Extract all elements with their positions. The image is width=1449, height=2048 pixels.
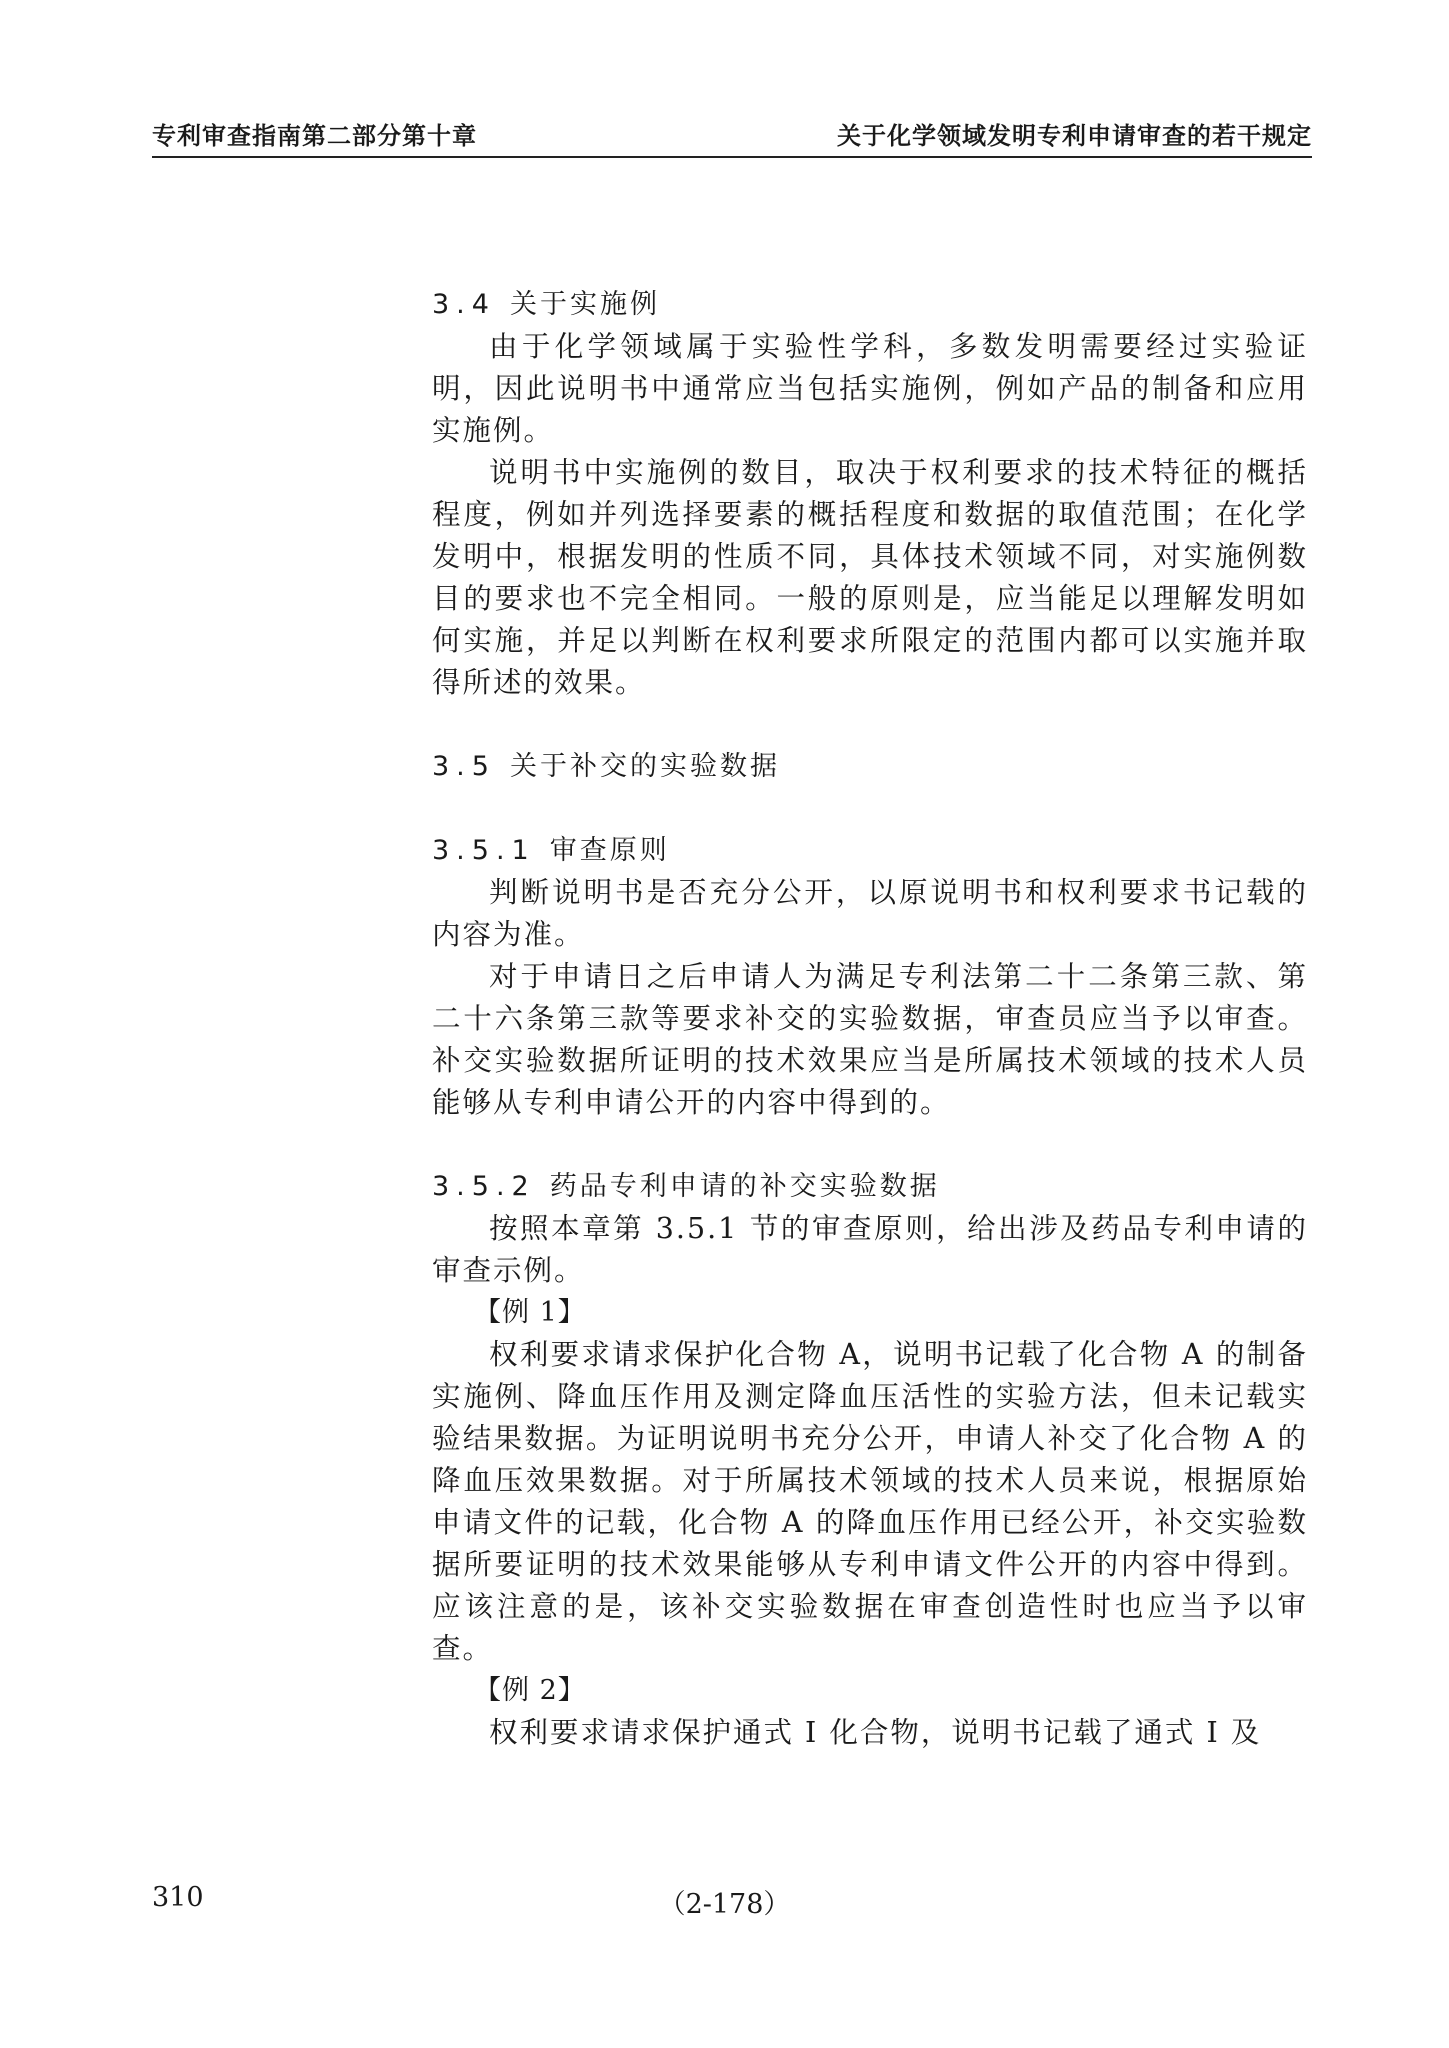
heading-3-5: [432, 746, 1308, 788]
paragraph: 由于化学领域属于实验性学科，多数发明需要经过实验证明，因此说明书中通常应当包括实施例，例如产品的制备和应用实施例。: [432, 330, 1308, 447]
paragraph: 按照本章第 3.5.1 节的审查原则，给出涉及药品专利申请的审查示例。: [432, 1212, 1308, 1287]
heading-number: 3.5.1: [432, 835, 536, 866]
example-label: 【例 1】: [474, 1297, 586, 1328]
header-chapter-title: 专利审查指南第二部分第十章: [152, 122, 477, 150]
heading-3-5-1: [432, 830, 1308, 872]
heading-title: 关于实施例: [509, 289, 660, 320]
heading-3-4: [432, 284, 1308, 326]
page-number: 310: [152, 1882, 204, 1913]
heading-3-5-2: [432, 1166, 1308, 1208]
example-label: 【例 2】: [474, 1675, 586, 1706]
paragraph: 判断说明书是否充分公开，以原说明书和权利要求书记载的内容为准。: [432, 876, 1308, 951]
heading-number: 3.5.2: [432, 1171, 536, 1202]
paragraph: 权利要求请求保护通式 I 化合物，说明书记载了通式 I 及: [489, 1716, 1262, 1749]
heading-number: 3.4: [432, 289, 496, 320]
page-content: [432, 284, 1308, 1754]
page-header: [152, 116, 1312, 158]
heading-title: 药品专利申请的补交实验数据: [549, 1171, 940, 1202]
section-code: （2-178）: [658, 1889, 791, 1920]
paragraph: 说明书中实施例的数目，取决于权利要求的技术特征的概括程度，例如并列选择要素的概括程度和数据的取值范围；在化学发明中，根据发明的性质不同，具体技术领域不同，对实施例数目的要求也不完全相同。一般的原则是，应当能足以理解发明如何实施，并足以判断在权利要求所限定的范围内都可以实施并取得所述的效果。: [432, 456, 1308, 699]
heading-number: 3.5: [432, 751, 496, 782]
heading-title: 关于补交的实验数据: [509, 751, 780, 782]
header-section-title: 关于化学领域发明专利申请审查的若干规定: [837, 122, 1312, 150]
paragraph: 权利要求请求保护化合物 A，说明书记载了化合物 A 的制备实施例、降血压作用及测定降血压活性的实验方法，但未记载实验结果数据。为证明说明书充分公开，申请人补交了化合物 A 的降血压效果数据。对于所属技术领域的技术人员来说，根据原始申请文件的记载，化合物 A 的降血压作用已经公开，补交实验数据所要证明的技术效果能够从专利申请文件公开的内容中得到。应该注意的是，该补交实验数据在审查创造性时也应当予以审查。: [432, 1338, 1308, 1665]
heading-title: 审查原则: [549, 835, 670, 866]
paragraph: 对于申请日之后申请人为满足专利法第二十二条第三款、第二十六条第三款等要求补交的实验数据，审查员应当予以审查。补交实验数据所证明的技术效果应当是所属技术领域的技术人员能够从专利申请公开的内容中得到的。: [432, 960, 1308, 1119]
